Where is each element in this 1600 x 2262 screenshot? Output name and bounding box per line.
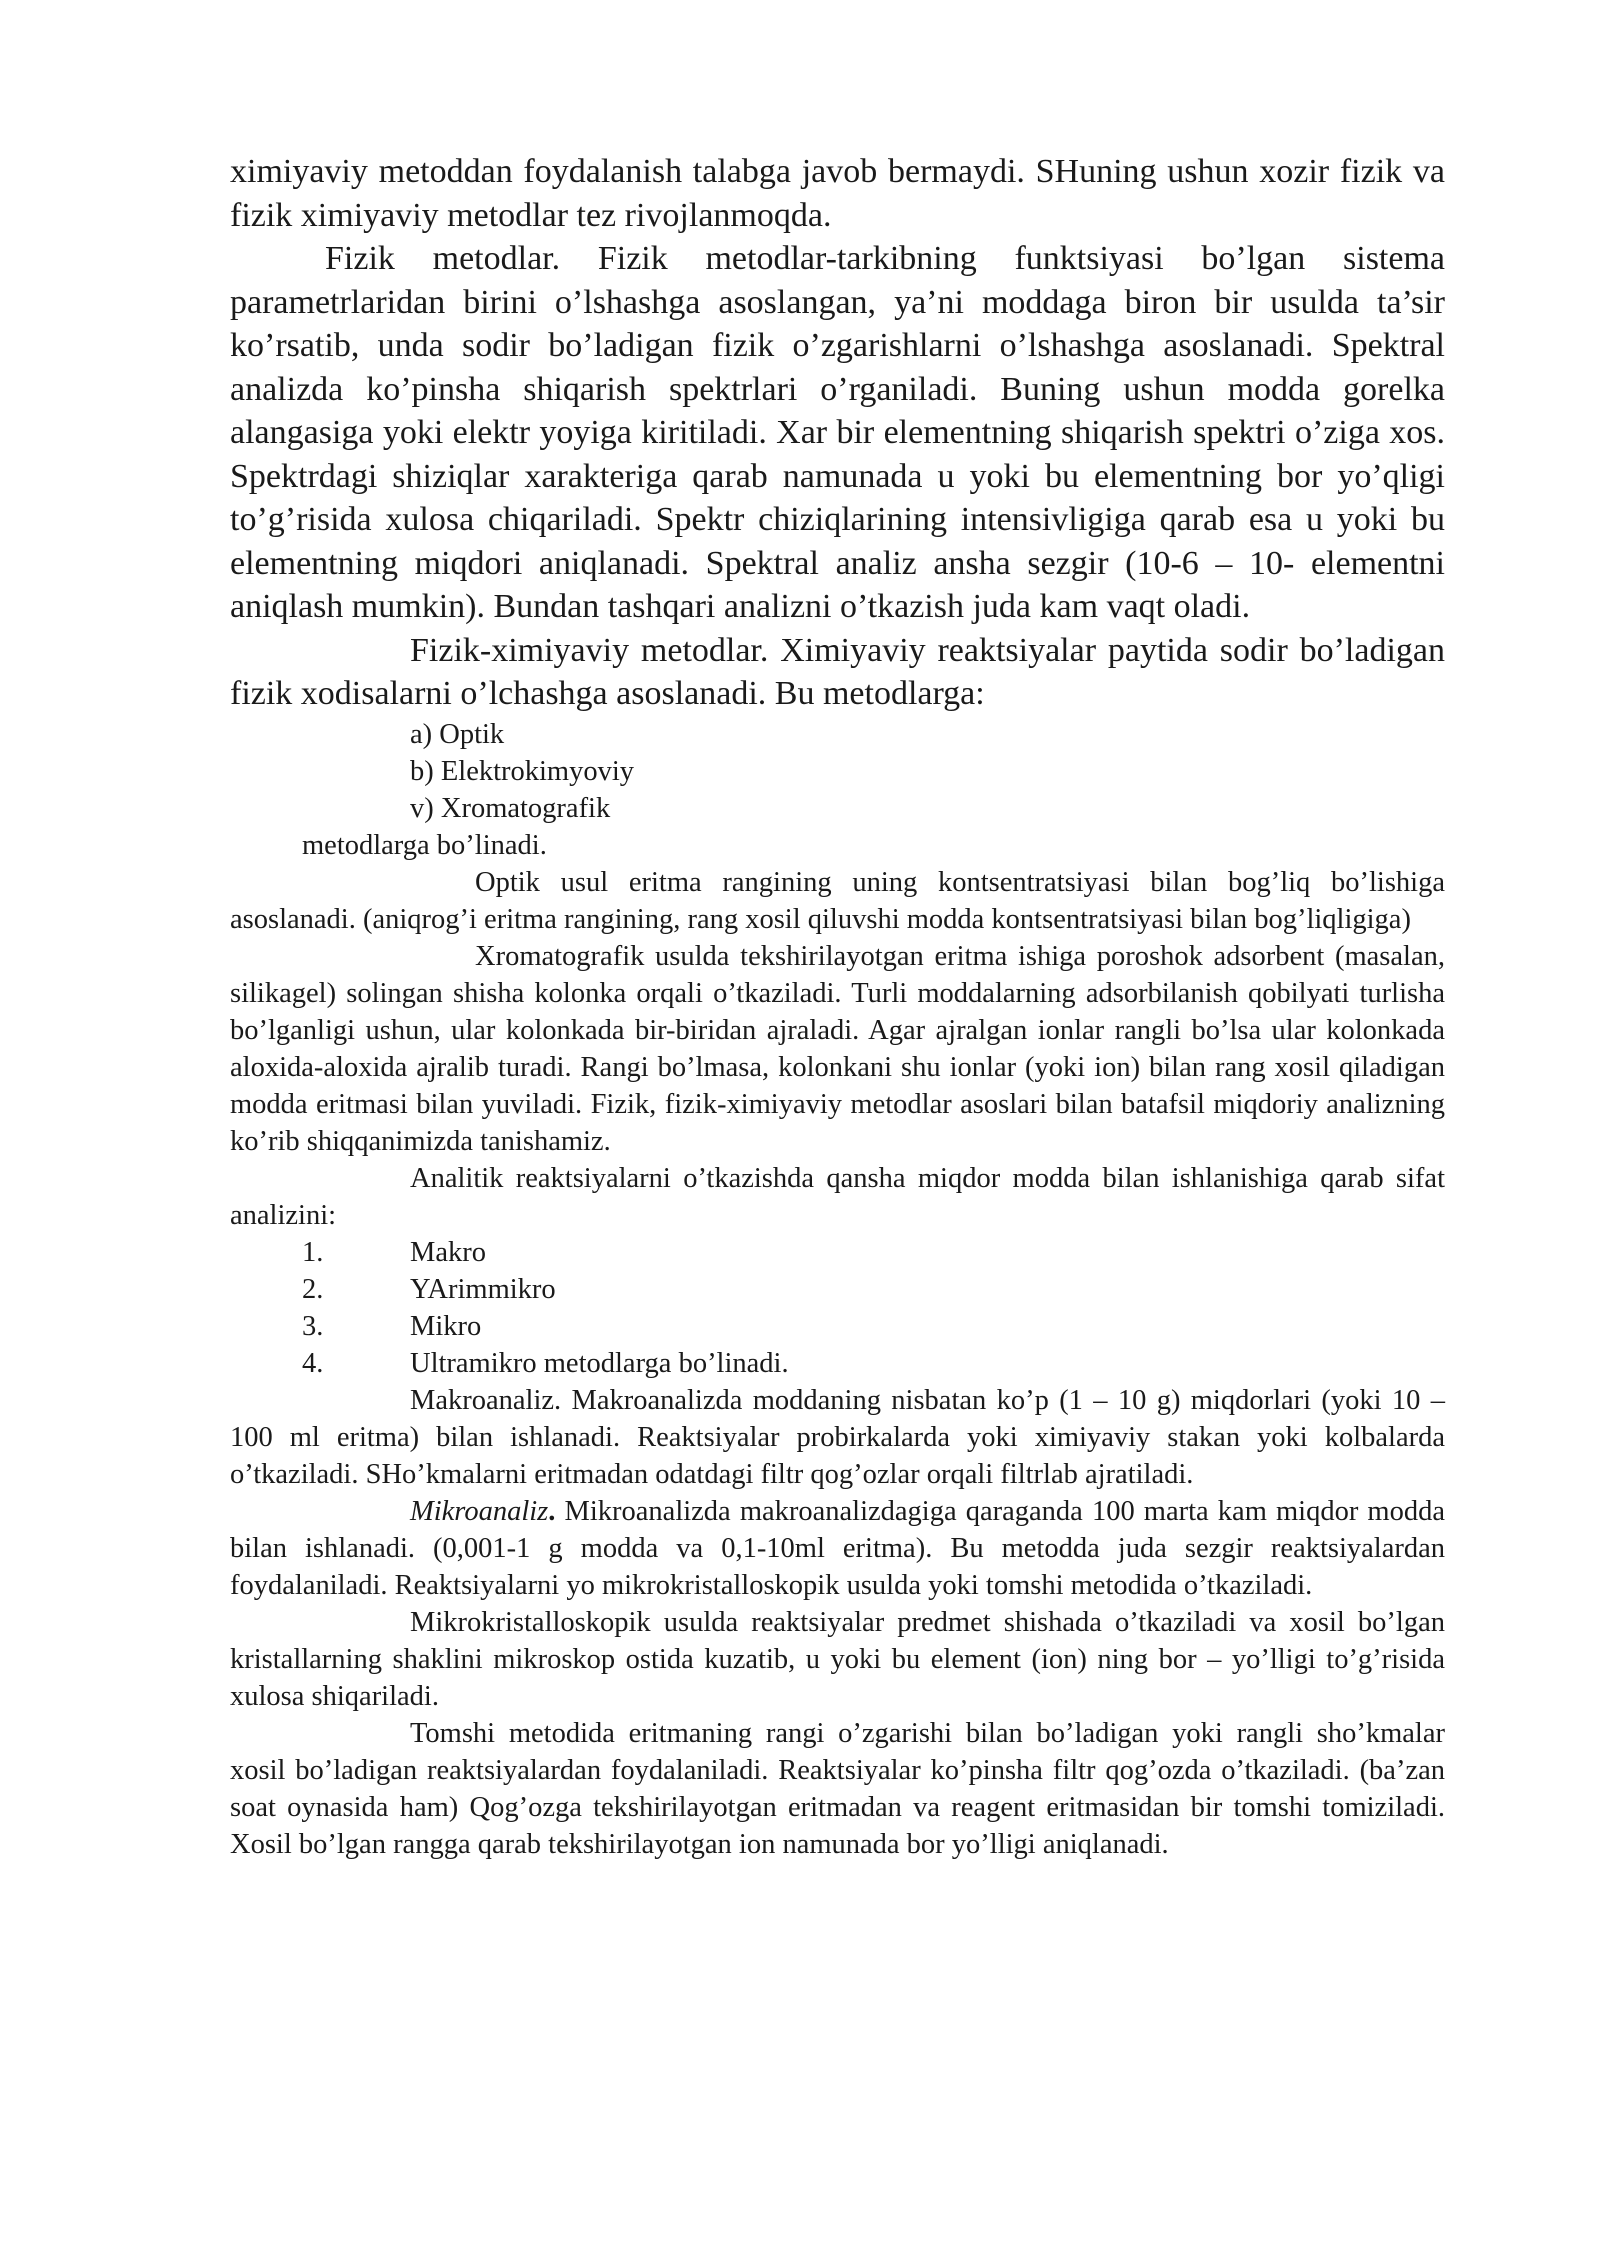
microanalysis-heading: Mikroanaliz [410, 1495, 549, 1527]
microanalysis-body: Mikroanalizda makroanalizdagiga qaraganda 100 marta kam miqdor modda bilan ishlanadi. (0,001-1 g modda va 0,1-10ml eritma). Bu metodda juda sezgir reaktsiyalardan foydalaniladi. Reaktsiyalarni yo mikrokristalloskopik usulda yoki tomshi metodida o’tkaziladi. [230, 1495, 1445, 1601]
list-item [230, 1271, 1445, 1308]
list-item-text: Ultramikro metodlarga bo’linadi. [410, 1347, 789, 1379]
paragraph-intro: ximiyaviy metoddan foydalanish talabga javob bermaydi. SHuning ushun xozir fizik va fizik ximiyaviy metodlar tez rivojlanmoqda. [230, 153, 1445, 234]
method-item-chromatographic: v) Xromatografik [410, 792, 611, 824]
paragraph-microanalysis [230, 1493, 1445, 1604]
list-item [230, 1308, 1445, 1345]
list-item-number: 2. [302, 1273, 324, 1305]
methods-tail: metodlarga bo’linadi. [302, 829, 547, 861]
list-item-number: 3. [302, 1310, 324, 1342]
list-item-text: YArimmikro [410, 1273, 556, 1305]
list-item [230, 1234, 1445, 1271]
paragraph-analytical-reactions: Analitik reaktsiyalarni o’tkazishda qansha miqdor modda bilan ishlanishiga qarab sifat analizini: [230, 1162, 1445, 1231]
paragraph-chromatographic: Xromatografik usulda tekshirilayotgan eritma ishiga poroshok adsorbent (masalan, silikagel) solingan shisha kolonka orqali o’tkaziladi. Turli moddalarning adsorbilanish qobilyati turlisha bo’lganligi ushun, ular kolonkada bir-biridan ajraladi. Agar ajralgan ionlar rangli bo’lsa ular kolonkada aloxida-aloxida ajralib turadi. Rangi bo’lmasa, kolonkani shu ionlar (yoki ion) bilan rang xosil qiladigan modda eritmasi bilan yuviladi. Fizik, fizik-ximiyaviy metodlar asoslari bilan batafsil miqdoriy analizning ko’rib shiqqanimizda tanishamiz. [230, 940, 1445, 1157]
method-item-optical: a) Optik [410, 718, 505, 750]
large-text-section [230, 150, 1445, 716]
list-item-number: 4. [302, 1347, 324, 1379]
paragraph-microcrystalloscopic: Mikrokristalloskopik usulda reaktsiyalar predmet shishada o’tkaziladi va xosil bo’lgan kristallarning shaklini mikroskop ostida kuzatib, u yoki bu element (ion) ning bor – yo’lligi to’g’risida xulosa shiqariladi. [230, 1606, 1445, 1712]
list-item-text: Makro [410, 1236, 486, 1268]
paragraph-drop-method: Tomshi metodida eritmaning rangi o’zgarishi bilan bo’ladigan yoki rangli sho’kmalar xosil bo’ladigan reaktsiyalardan foydalaniladi. Reaktsiyalar ko’pinsha filtr qog’ozda o’tkaziladi. (ba’zan soat oynasida ham) Qog’ozga tekshirilayotgan eritmadan va reagent eritmasidan bir tomshi tomiziladi. Xosil bo’lgan rangga qarab tekshirilayotgan ion namunada bor yo’lligi aniqlanadi. [230, 1717, 1445, 1860]
small-text-section [230, 716, 1445, 1863]
paragraph-physicochemical-methods: Fizik-ximiyaviy metodlar. Ximiyaviy reaktsiyalar paytida sodir bo’ladigan fizik xodisalarni o’lchashga asoslanadi. Bu metodlarga: [230, 631, 1445, 712]
document-page [230, 150, 1445, 1863]
method-item-electrochemical: b) Elektrokimyoviy [410, 755, 635, 787]
paragraph-optical: Optik usul eritma rangining uning kontsentratsiyasi bilan bog’liq bo’lishiga asoslanadi. (aniqrog’i eritma rangining, rang xosil qiluvshi modda kontsentratsiyasi bilan bog’liqligiga) [230, 866, 1445, 935]
microanalysis-heading-dot: . [548, 1495, 556, 1527]
paragraph-macroanalysis: Makroanaliz. Makroanalizda moddaning nisbatan ko’p (1 – 10 g) miqdorlari (yoki 10 – 100 ml eritma) bilan ishlanadi. Reaktsiyalar probirkalarda yoki ximiyaviy stakan yoki kolbalarda o’tkaziladi. SHo’kmalarni eritmadan odatdagi filtr qog’ozlar orqali filtrlab ajratiladi. [230, 1384, 1445, 1490]
list-item-number: 1. [302, 1236, 324, 1268]
paragraph-physical-methods: Fizik metodlar. Fizik metodlar-tarkibning funktsiyasi bo’lgan sistema parametrlaridan birini o’lshashga asoslangan, ya’ni moddaga biron bir usulda ta’sir ko’rsatib, unda sodir bo’ladigan fizik o’zgarishlarni o’lshashga asoslanadi. Spektral analizda ko’pinsha shiqarish spektrlari o’rganiladi. Buning ushun modda gorelka alangasiga yoki elektr yoyiga kiritiladi. Xar bir elementning shiqarish spektri o’ziga xos. Spektrdagi shiziqlar xarakteriga qarab namunada u yoki bu elementning bor yo’qligi to’g’risida xulosa chiqariladi. Spektr chiziqlarining intensivligiga qarab esa u yoki bu elementning miqdori aniqlanadi. Spektral analiz ansha sezgir (10-6 – 10- elementni aniqlash mumkin). Bundan tashqari analizni o’tkazish juda kam vaqt oladi. [230, 240, 1445, 625]
list-item [230, 1345, 1445, 1382]
list-item-text: Mikro [410, 1310, 482, 1342]
